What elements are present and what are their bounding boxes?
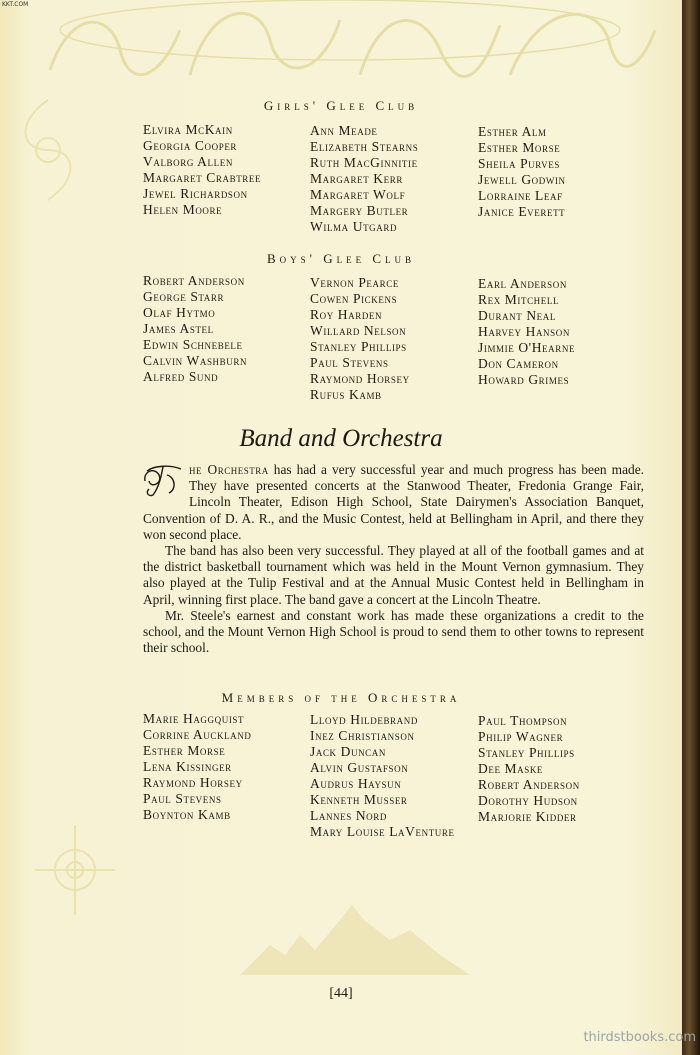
list-item: Dee Maske [478,761,544,776]
list-item: Edwin Schnebele [143,337,243,352]
girls-glee-column-3 [478,124,566,220]
list-item: Lannes Nord [310,808,387,823]
list-item: Lloyd Hildebrand [310,712,418,727]
list-item: Vernon Pearce [310,275,399,290]
list-item: Corrine Auckland [143,727,252,742]
page-edge-shadow [682,0,700,1055]
list-item: Elizabeth Stearns [310,139,419,154]
list-item: Helen Moore [143,202,223,217]
page-number: [44] [329,986,353,1001]
paragraph-lead: he Orchestra [189,462,269,477]
list-item: Jewell Godwin [478,172,566,187]
list-item: Elvira McKain [143,122,233,137]
list-item: James Astel [143,321,214,336]
list-item: Margery Butler [310,203,409,218]
list-item: Paul Thompson [478,713,568,728]
girls-glee-column-1 [143,122,261,218]
list-item: Alfred Sund [143,369,219,384]
list-item: Janice Everett [478,204,566,219]
list-item: Sheila Purves [478,156,560,171]
paragraph [143,462,644,543]
orchestra-column-3 [478,713,580,825]
list-item: Raymond Horsey [143,775,243,790]
list-item: Harvey Hanson [478,324,570,339]
list-item: Ann Meade [310,123,378,138]
paragraph-text: has had a very successful year and much progress has been made. They have presented concerts at the Stanwood Theater, Fredonia Grange Fair, Lincoln Theater, Edison High School, State Dairymen's Association Banquet, Convention of D. A. R., and the Music Contest, held at Bellingham in April, and there they won second place. [143,462,645,542]
list-item: Jimmie O'Hearne [478,340,576,355]
corner-tag: KKT.COM [2,1,29,8]
list-item: Valborg Allen [143,154,233,169]
list-item: Boynton Kamb [143,807,231,822]
list-item: Paul Stevens [310,355,389,370]
list-item: Cowen Pickens [310,291,398,306]
list-item: Don Cameron [478,356,559,371]
list-item: Olaf Hytmo [143,305,216,320]
list-item: Howard Grimes [478,372,570,387]
list-item: Marjorie Kidder [478,809,577,824]
drop-cap-t-ornament [141,463,185,499]
list-item: Lorraine Leaf [478,188,563,203]
boys-glee-heading: Boys' Glee Club [266,251,416,266]
list-item: Georgia Cooper [143,138,238,153]
list-item: Rufus Kamb [310,387,382,402]
list-item: George Starr [143,289,225,304]
list-item: Jewel Richardson [143,186,248,201]
list-item: Alvin Gustafson [310,760,409,775]
list-item: Lena Kissinger [143,759,232,774]
site-watermark: thirdstbooks.com [583,1030,696,1045]
boys-glee-column-2 [310,275,410,403]
list-item: Esther Morse [143,743,226,758]
list-item: Dorothy Hudson [478,793,578,808]
list-item: Paul Stevens [143,791,222,806]
list-item: Robert Anderson [478,777,580,792]
list-item: Jack Duncan [310,744,386,759]
orchestra-column-2 [310,712,455,840]
list-item: Roy Harden [310,307,383,322]
paragraph: The band has also been very successful. They played at all of the football games and at the district basketball tournament which was held in the Mount Vernon gymnasium. They also played at the Tulip Festival and at the Annual Music Contest held in Bellingham in April, winning first place. The band gave a concert at the Lincoln Theatre. [143,543,644,607]
girls-glee-heading: Girls' Glee Club [263,98,419,113]
list-item: Marie Haggquist [143,711,245,726]
list-item: Margaret Crabtree [143,170,262,185]
list-item: Stanley Phillips [478,745,575,760]
list-item: Margaret Kerr [310,171,403,186]
list-item: Mary Louise LaVenture [310,824,455,839]
orchestra-column-1 [143,711,251,823]
left-ornament-bottom [30,820,120,920]
list-item: Esther Morse [478,140,561,155]
list-item: Kenneth Musser [310,792,408,807]
list-item: Raymond Horsey [310,371,410,386]
orchestra-heading: Members of the Orchestra [221,690,461,705]
section-title: Band and Orchestra [239,425,443,452]
masthead-watermark [40,0,660,90]
list-item: Ruth MacGinnitie [310,155,418,170]
list-item: Audrus Haysun [310,776,402,791]
list-item: Robert Anderson [143,273,245,288]
list-item: Rex Mitchell [478,292,560,307]
list-item: Margaret Wolf [310,187,406,202]
boys-glee-column-1 [143,273,247,385]
list-item: Stanley Phillips [310,339,407,354]
bottom-landscape-ornament [240,900,470,975]
boys-glee-column-3 [478,276,575,388]
list-item: Durant Neal [478,308,556,323]
list-item: Philip Wagner [478,729,564,744]
girls-glee-column-2 [310,123,418,235]
list-item: Willard Nelson [310,323,407,338]
list-item: Wilma Utgard [310,219,398,234]
article-body [143,462,644,656]
list-item: Inez Christianson [310,728,415,743]
paragraph: Mr. Steele's earnest and constant work has made these organizations a credit to the school, and the Mount Vernon High School is proud to send them to other towns to represent their school. [143,607,644,656]
list-item: Earl Anderson [478,276,567,291]
list-item: Calvin Washburn [143,353,248,368]
list-item: Esther Alm [478,124,547,139]
